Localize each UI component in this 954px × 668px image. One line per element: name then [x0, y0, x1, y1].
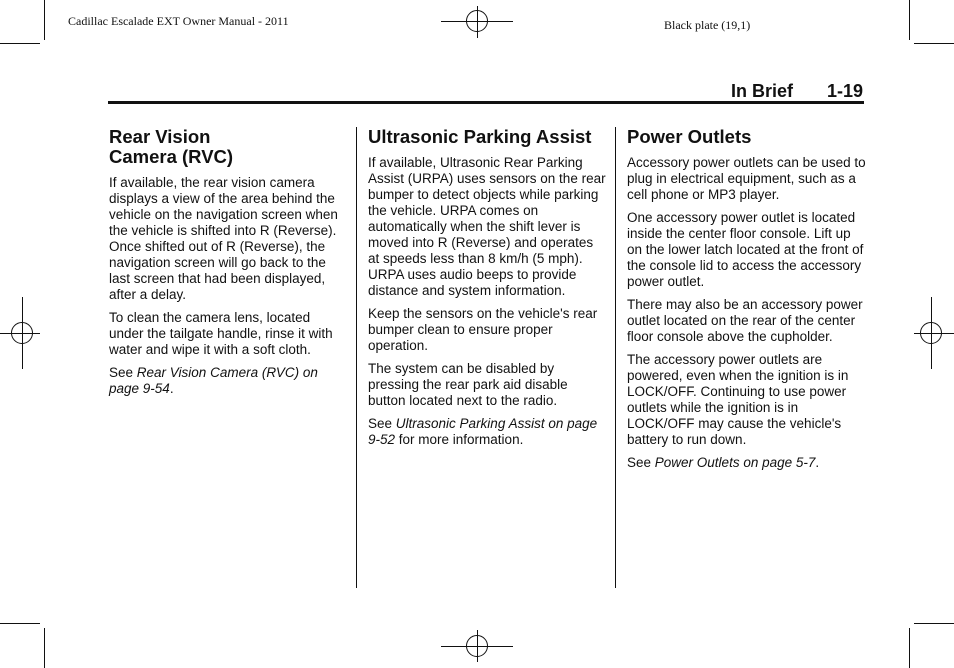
- crop-mark: [909, 628, 910, 668]
- crop-mark: [0, 623, 40, 624]
- paragraph: One accessory power outlet is located inside the center floor console. Lift up on the lower latch located at the front of the console lid to access the accessory power outlet.: [627, 210, 864, 289]
- paragraph: The system can be disabled by pressing the rear park aid disable button located next to the radio.: [368, 361, 568, 408]
- column-divider: [615, 127, 616, 588]
- paragraph: There may also be an accessory power outlet located on the rear of the center floor console above the cupholder.: [627, 297, 863, 344]
- crop-mark: [914, 623, 954, 624]
- paragraph: If available, the rear vision camera displays a view of the area behind the vehicle on the navigation screen when the vehicle is shifted into R (Reverse). Once shifted out of R (Reverse), the navigation screen will go back to the last screen that had been displayed, after a delay.: [109, 175, 338, 302]
- crop-mark: [914, 43, 954, 44]
- crop-mark: [909, 0, 910, 40]
- see-suffix: .: [169, 381, 174, 396]
- see-prefix: See: [368, 416, 396, 431]
- see-prefix: See: [109, 365, 137, 380]
- paragraph: The accessory power outlets are powered, even when the ignition is in LOCK/OFF. Continuing to use power outlets while the ignition is in LOCK/OFF may cause the vehicle's battery to run down.: [627, 352, 849, 447]
- section-heading: Ultrasonic Parking Assist: [368, 126, 592, 147]
- header-rule: [108, 101, 864, 104]
- column-rear-vision-camera: [109, 127, 345, 404]
- column-power-outlets: [627, 127, 867, 478]
- crop-mark: [44, 628, 45, 668]
- paragraph: If available, Ultrasonic Rear Parking Assist (URPA) uses sensors on the rear bumper to detect objects while parking the vehicle. URPA comes on automatically when the shift lever is moved into R (Reverse) and operates at speeds less than 8 km/h (5 mph). URPA uses audio beeps to provide distance and system information.: [368, 155, 606, 298]
- see-suffix: .: [815, 455, 820, 470]
- see-link[interactable]: Power Outlets on page 5-7: [654, 455, 816, 470]
- crop-mark: [0, 43, 40, 44]
- heading-line: Camera (RVC): [109, 146, 234, 167]
- manual-title: Cadillac Escalade EXT Owner Manual - 2011: [68, 14, 289, 28]
- cross-reference: [109, 365, 345, 397]
- cross-reference: [627, 455, 867, 471]
- paragraph: Keep the sensors on the vehicle's rear bumper clean to ensure proper operation.: [368, 306, 598, 353]
- section-heading: [109, 127, 345, 167]
- section-heading: Power Outlets: [627, 126, 752, 147]
- cross-reference: [368, 416, 608, 448]
- see-link[interactable]: Ultrasonic Parking Assist on page 9-52: [368, 416, 598, 447]
- page-number: 1-19: [827, 81, 864, 101]
- column-divider: [356, 127, 357, 588]
- crop-mark: [44, 0, 45, 40]
- heading-line: Rear Vision: [109, 126, 211, 147]
- see-link[interactable]: Rear Vision Camera (RVC) on page 9-54: [109, 365, 318, 396]
- paragraph: To clean the camera lens, located under the tailgate handle, rinse it with water and wipe it with a soft cloth.: [109, 310, 333, 357]
- see-suffix: for more information.: [395, 432, 524, 447]
- see-prefix: See: [627, 455, 655, 470]
- column-ultrasonic-parking-assist: [368, 127, 608, 455]
- paragraph: Accessory power outlets can be used to plug in electrical equipment, such as a cell phone or MP3 player.: [627, 155, 866, 202]
- section-title: In Brief: [731, 81, 794, 101]
- plate-label: Black plate (19,1): [664, 18, 751, 32]
